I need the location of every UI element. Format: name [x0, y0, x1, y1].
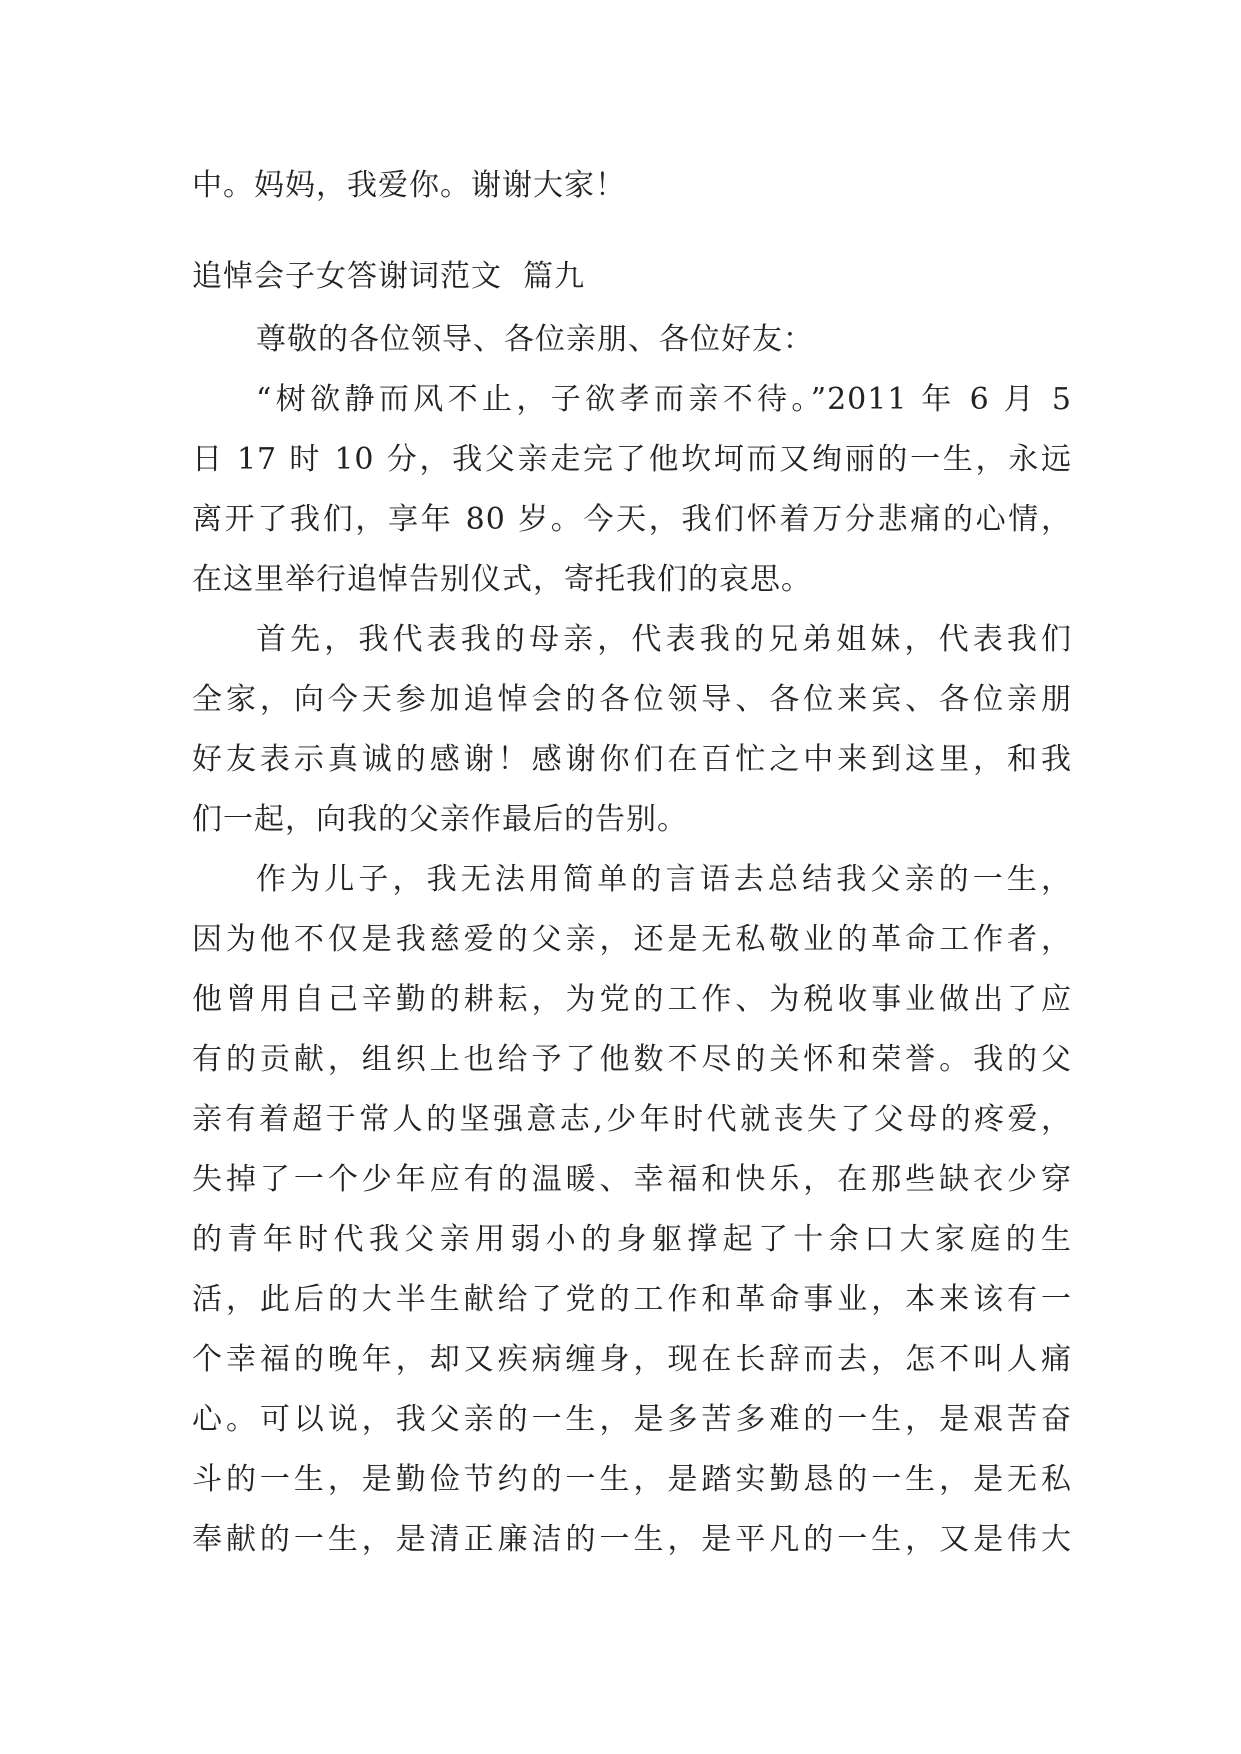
paragraph-line: 失掉了一个少年应有的温暖、幸福和快乐，在那些缺衣少穿: [192, 1162, 1072, 1197]
paragraph-line: 奉献的一生，是清正廉洁的一生，是平凡的一生，又是伟大: [192, 1522, 1072, 1557]
paragraph-line: 们一起，向我的父亲作最后的告别。: [192, 802, 688, 837]
salutation-line: 尊敬的各位领导、各位亲朋、各位好友：: [256, 322, 814, 357]
paragraph-line: 心。可以说，我父亲的一生，是多苦多难的一生，是艰苦奋: [192, 1402, 1072, 1437]
paragraph-line: 离开了我们，享年 80 岁。今天，我们怀着万分悲痛的心情，: [192, 502, 1072, 537]
paragraph-line: 的青年时代我父亲用弱小的身躯撑起了十余口大家庭的生: [192, 1222, 1072, 1257]
paragraph-line: 作为儿子，我无法用简单的言语去总结我父亲的一生，: [256, 862, 1072, 897]
continuation-paragraph: [192, 156, 1072, 216]
paragraph-line: 亲有着超于常人的坚强意志,少年时代就丧失了父母的疼爱，: [192, 1102, 1072, 1137]
paragraph-line: 在这里举行追悼告别仪式，寄托我们的哀思。: [192, 562, 812, 597]
paragraph-line: 斗的一生，是勤俭节约的一生，是踏实勤恳的一生，是无私: [192, 1462, 1072, 1497]
paragraph-line: 他曾用自己辛勤的耕耘，为党的工作、为税收事业做出了应: [192, 982, 1072, 1017]
paragraph-line: 全家，向今天参加追悼会的各位领导、各位来宾、各位亲朋: [192, 682, 1072, 717]
paragraph-line: “树欲静而风不止，子欲孝而亲不待。”2011 年 6 月 5: [256, 382, 1072, 417]
paragraph-line: 活，此后的大半生献给了党的工作和革命事业，本来该有一: [192, 1282, 1072, 1317]
paragraph-line: 日 17 时 10 分，我父亲走完了他坎坷而又绚丽的一生，永远: [192, 442, 1072, 477]
paragraph-line: 首先，我代表我的母亲，代表我的兄弟姐妹，代表我们: [256, 622, 1072, 657]
paragraph-line: 个幸福的晚年，却又疾病缠身，现在长辞而去，怎不叫人痛: [192, 1342, 1072, 1377]
section-body: [192, 310, 1072, 1570]
paragraph-line: 好友表示真诚的感谢！感谢你们在百忙之中来到这里，和我: [192, 742, 1072, 777]
paragraph-line: 因为他不仅是我慈爱的父亲，还是无私敬业的革命工作者，: [192, 922, 1072, 957]
paragraph-line: 有的贡献，组织上也给予了他数不尽的关怀和荣誉。我的父: [192, 1042, 1072, 1077]
section-heading: 追悼会子女答谢词范文 篇九: [192, 259, 586, 294]
paragraph-line: 中。妈妈，我爱你。谢谢大家！: [192, 168, 626, 203]
